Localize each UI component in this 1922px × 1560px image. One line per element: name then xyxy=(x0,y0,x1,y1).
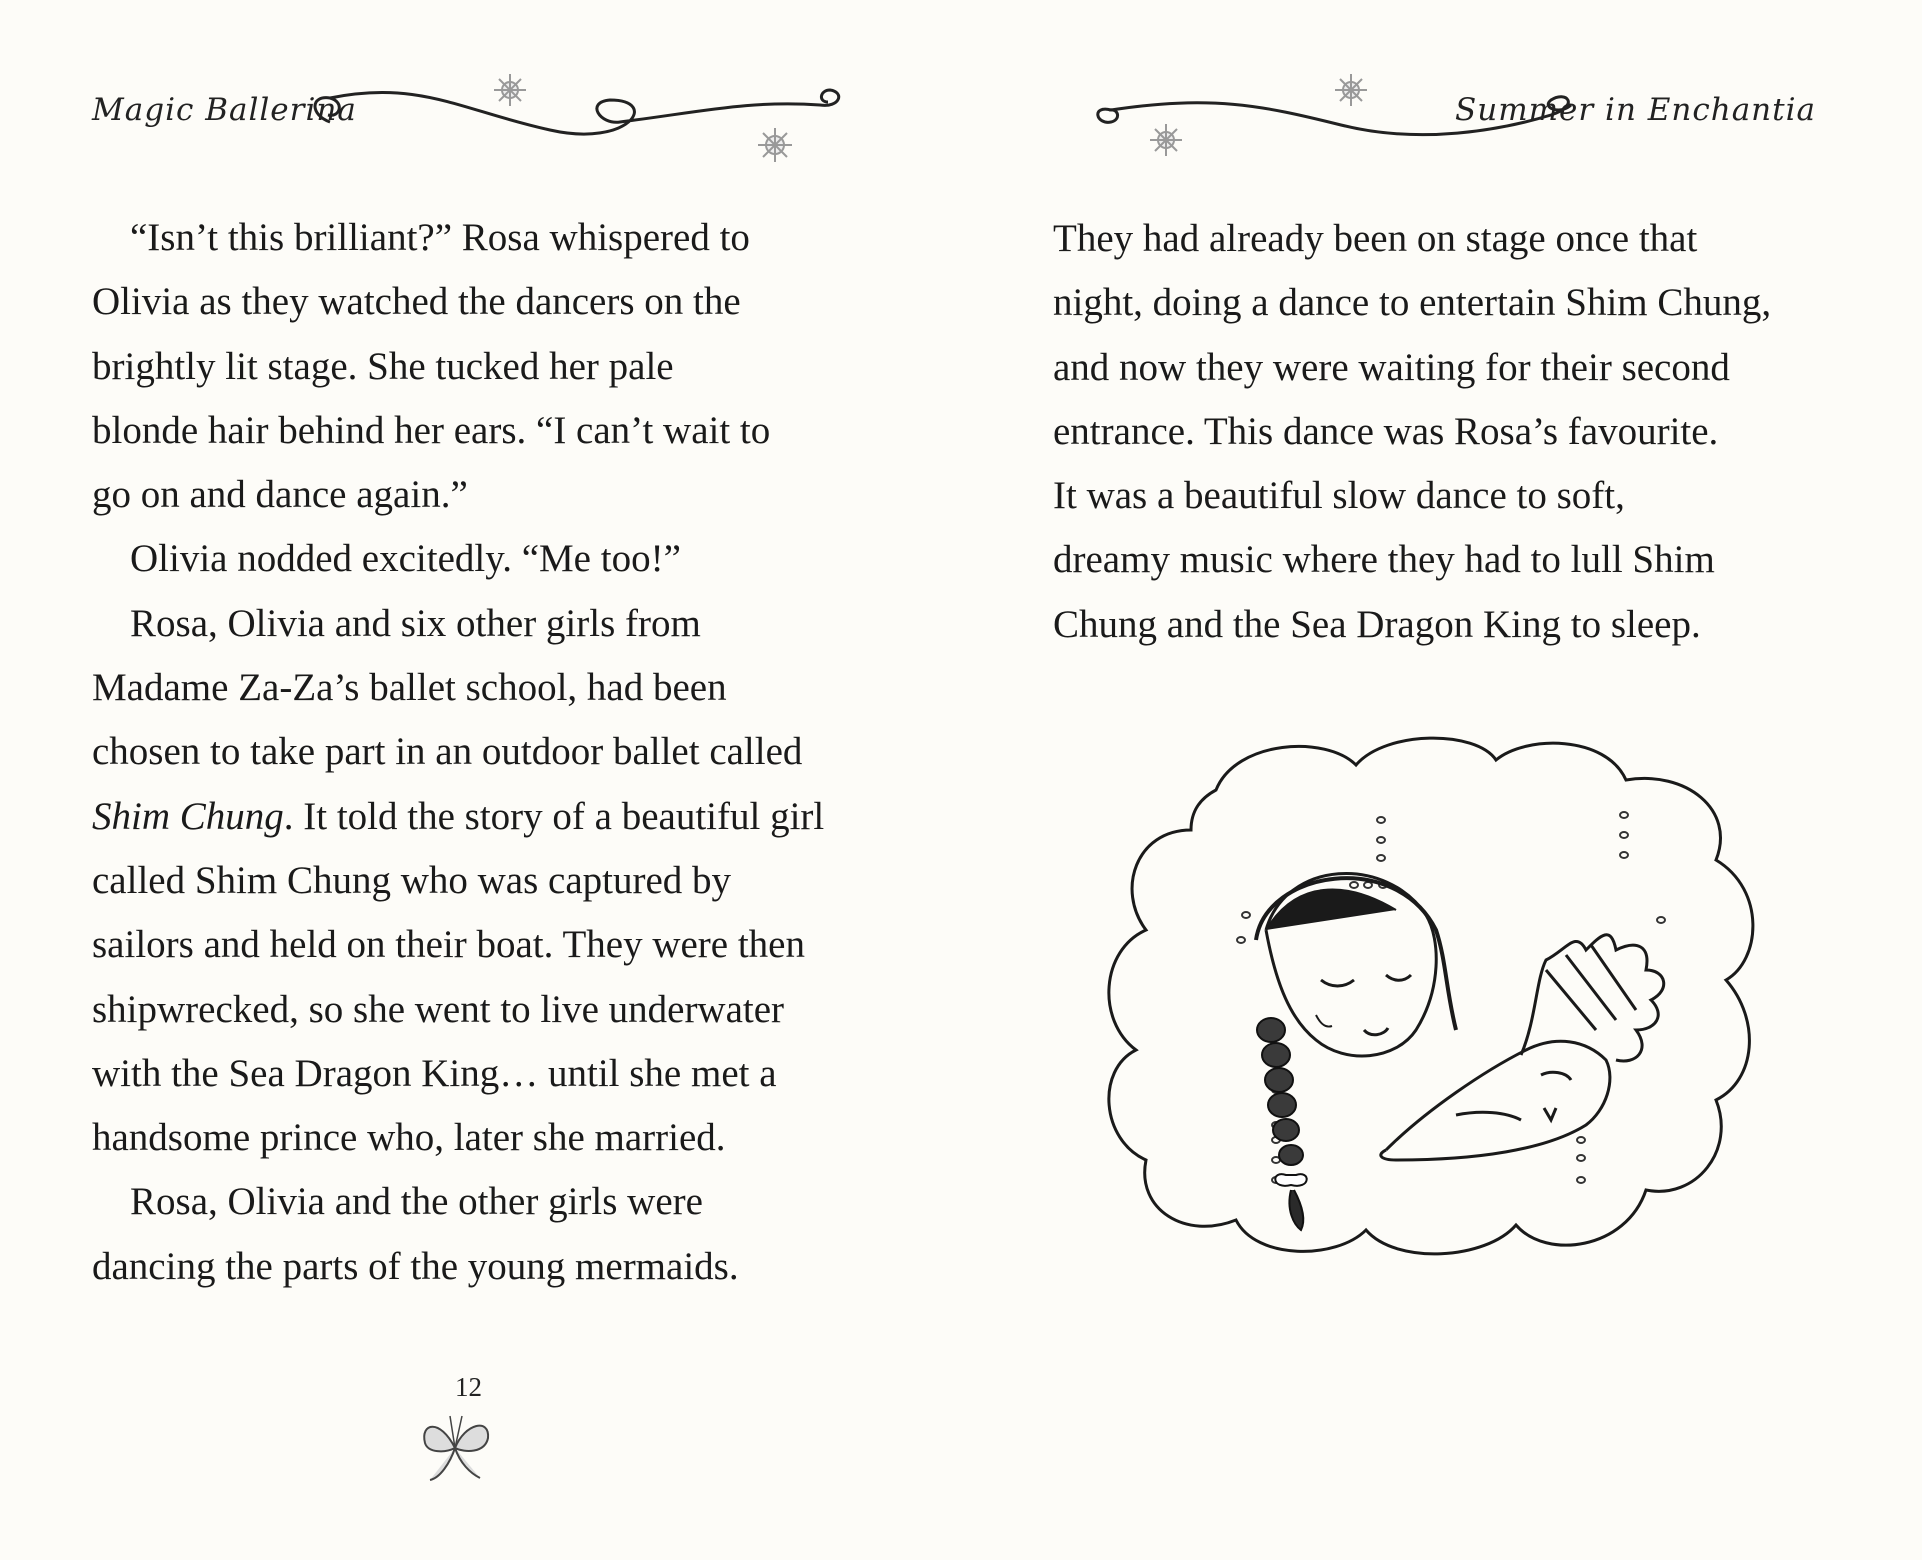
sparkle-icon xyxy=(1150,124,1182,156)
dream-cloud-illustration xyxy=(1096,730,1776,1290)
text-line: Rosa, Olivia and six other girls from xyxy=(130,601,701,645)
text-line-rest: . It told the story of a beautiful girl xyxy=(283,794,825,838)
right-page xyxy=(961,0,1922,1560)
text-line: entrance. This dance was Rosa’s favourite. xyxy=(1053,409,1719,453)
text-line: Rosa, Olivia and the other girls were xyxy=(130,1180,703,1224)
sea-dragon-drawing xyxy=(1381,935,1664,1160)
text-line: They had already been on stage once that xyxy=(1053,217,1698,260)
text-line: Chung and the Sea Dragon King to sleep. xyxy=(1053,602,1701,646)
sparkle-icon xyxy=(494,74,526,106)
text-line: blonde hair behind her ears. “I can’t wait to xyxy=(92,408,771,452)
butterfly-icon xyxy=(410,1408,500,1488)
text-line: chosen to take part in an outdoor ballet called xyxy=(92,730,803,774)
text-line: dreamy music where they had to lull Shim xyxy=(1053,538,1715,582)
ballet-title: Shim Chung xyxy=(92,794,284,838)
text-line: with the Sea Dragon King… until she met a xyxy=(92,1051,777,1095)
text-line: handsome prince who, later she married. xyxy=(92,1116,726,1160)
text-line: “Isn’t this brilliant?” Rosa whispered to xyxy=(130,216,750,259)
body-text-left xyxy=(92,206,872,1299)
text-line: night, doing a dance to entertain Shim Chung, xyxy=(1053,281,1772,325)
text-line: go on and dance again.” xyxy=(92,473,468,517)
text-line: sailors and held on their boat. They were then xyxy=(92,923,805,967)
flourish-ornament-icon xyxy=(300,60,860,170)
text-line: called Shim Chung who was captured by xyxy=(92,858,732,902)
sparkle-icon xyxy=(758,128,792,162)
text-line: Olivia nodded excitedly. “Me too!” xyxy=(130,537,681,581)
text-line: dancing the parts of the young mermaids. xyxy=(92,1244,739,1288)
text-line: brightly lit stage. She tucked her pale xyxy=(92,344,674,388)
running-head-right: Summer in Enchantia xyxy=(1455,92,1816,128)
running-head-left: Magic Ballerina xyxy=(92,92,357,128)
girl-face-drawing xyxy=(1256,873,1456,1230)
sparkle-icon xyxy=(1335,74,1367,106)
text-line xyxy=(92,785,872,849)
page-number: 12 xyxy=(455,1372,482,1402)
text-line: shipwrecked, so she went to live underwater xyxy=(92,987,785,1031)
body-text-right xyxy=(1053,207,1833,657)
text-line: Madame Za-Za’s ballet school, had been xyxy=(92,666,727,710)
text-line: It was a beautiful slow dance to soft, xyxy=(1053,474,1625,518)
text-line: and now they were waiting for their second xyxy=(1053,345,1730,389)
text-line: Olivia as they watched the dancers on the xyxy=(92,280,741,324)
